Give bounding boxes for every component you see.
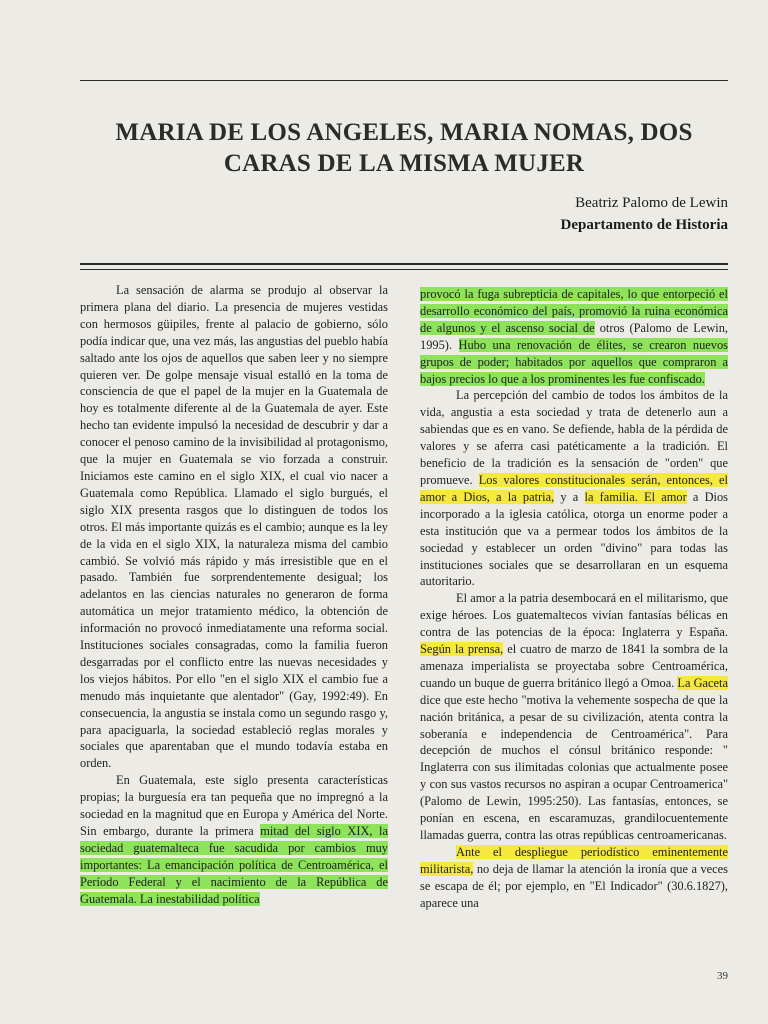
- right-p2-text-a: La percepción del cambio de todos los ámbitos de la vida, angustia a esta sociedad y trata de detenerlo aun a sabiendas que es en vano. Se defiende, habla de la pérdida de valores y se aferra casi patéticamente a la tradición. El beneficio de la tradición es la sensación de "orden" que promueve.: [420, 388, 728, 487]
- highlight-yellow-despliegue: Ante el despliegue periodístico eminentemente militarista,: [420, 844, 728, 876]
- highlight-yellow-values: Los valores constitucionales serán, entonces, el amor a Dios, a la patria,: [420, 472, 728, 504]
- left-p2-text: En Guatemala, este siglo presenta características propias; la burguesía era tan pequeña que no impregnó a la sociedad en la magnitud que en Europa y América del Norte. Sin embargo, durante la primera: [80, 773, 388, 838]
- highlight-green-right-a: provocó la fuga subrepticia de capitales, lo que entorpeció el desarrollo económico del país, promovió la ruina económica de algunos y el ascenso social de: [420, 287, 728, 335]
- highlight-yellow-gaceta: La Gaceta: [677, 675, 728, 690]
- section-rule-thin: [80, 269, 728, 270]
- highlight-yellow-prensa: Según la prensa,: [420, 642, 504, 657]
- right-paragraph-4: [420, 844, 728, 912]
- title-line-1: MARIA DE LOS ANGELES, MARIA NOMAS, DOS: [115, 119, 693, 146]
- article-title: [80, 117, 728, 179]
- author-department: Departamento de Historia: [560, 217, 728, 233]
- right-p3-text-b: el cuatro de marzo de 1841 la sombra de la amenaza imperialista se proyectaba sobre Centroamérica, cuando un buque de guerra británico llegó a Omoa.: [420, 642, 728, 690]
- author-block: [561, 192, 728, 236]
- left-column: [80, 282, 388, 908]
- highlight-green-left: mitad del siglo XIX, la sociedad guatemalteca fue sacudida por cambios muy importantes: La emancipación política de Centroamérica, el Período Federal y el nacimiento de la República de Guatemala. La inestabilidad política: [80, 824, 388, 906]
- section-rule-thick: [80, 263, 728, 265]
- right-paragraph-1: [420, 286, 728, 387]
- left-paragraph-2: [80, 772, 388, 907]
- highlight-green-right-b: Hubo una renovación de élites, se crearon nuevos grupos de poder; habitados por aquellos que compraron a bajos precios lo que a los prominentes les fue confiscado.: [420, 337, 728, 386]
- left-paragraph-1: La sensación de alarma se produjo al observar la primera plana del diario. La presencia de mujeres vestidas con hermosos güipiles, frente al palacio de gobierno, sólo podía indicar que, una vez más, las angustias del pueblo había saltado ante los ojos de aquellos que saben leer y no siempre quieren ver. De golpe mensaje visual estalló en la toma de consciencia de que el papel de la mujer en la Guatemala de hoy es totalmente diferente al de la Guatemala de ayer. Este hecho tan evidente impulsó la necesidad de descubrir y dar a conocer el penoso camino de la invisibilidad al protagonismo, que la mujer en Guatemala se vio forzada a construir. Iniciamos este camino en el siglo XIX, el cual vio nacer a Guatemala como República. Llamado el siglo burgués, el siglo XIX presenta rasgos que lo distinguen de todos los otros. El más importante quizás es el cambio; aunque es la ley de la vida en el siglo XIX, la naturaleza misma del cambio cambió. Se volvió más rápido y más irresistible que en el pasado. También fue sorprendentemente desigual; los adelantos en las ciencias naturales no generaron de forma automática un mejor tratamiento médico, la obtención de información no provocó inmediatamente una reforma social. Instituciones sociales consagradas, como la familia fueron desgarradas por el conflicto entre las nuevas necesidades y los viejos hábitos. Por ello "en el siglo XIX el cambio fue a menudo más inquietante que alentador" (Gay, 1992:49). En consecuencia, la angustia se instala como un segundo rasgo y, para apaciguarla, la sociedad estableció reglas morales y sociales que aparentaban que el mundo todavía estaba en orden.: [80, 283, 388, 771]
- page-number: 39: [717, 970, 728, 982]
- right-column: [420, 286, 728, 912]
- highlight-yellow-family: la familia. El amor: [584, 489, 687, 504]
- right-p4-text: no deja de llamar la atención la ironía que a veces se escapa de él; por ejemplo, en "El Indicador" (30.6.1827), aparece una: [420, 861, 728, 910]
- right-p3-text-c: dice que este hecho "motiva la vehemente sospecha de que la nación británica, a pesar de su civilización, atenta contra la soberanía e independencia de Centroamérica". Para decepción de muchos el cónsul británico responde: " Inglaterra con sus ilimitadas colonias que actualmente posee y con sus vastos recursos no aspiran a ocupar Centroamerica" (Palomo de Lewin, 1995:250). Las fantasías, entonces, se ponían en escena, en escaramuzas, grandilocuentemente llamadas guerra, contra las otras repúblicas centroamericanas.: [420, 692, 728, 842]
- right-p3-text-a: El amor a la patria desembocará en el militarismo, que exige héroes. Los guatemaltecos vivían fantasías bélicas en contra de las potencias de la época: Inglaterra y España.: [420, 591, 728, 640]
- top-rule: [80, 80, 728, 81]
- right-paragraph-2: [420, 387, 728, 590]
- right-p2-text-b: y a: [554, 489, 585, 504]
- right-p2-text-c: a Dios incorporado a la iglesia católica, otorga un enorme poder a esta institución que va a permear todos los ámbitos de la sociedad y establecer un orden "divino" para todas las instituciones sociales que se desarrollaran en un esquema autoritario.: [420, 489, 729, 589]
- author-name: Beatriz Palomo de Lewin: [575, 195, 728, 211]
- right-paragraph-3: [420, 590, 728, 844]
- right-p1-text: otros (Palomo de Lewin, 1995).: [420, 320, 728, 352]
- title-line-2: CARAS DE LA MISMA MUJER: [223, 150, 585, 177]
